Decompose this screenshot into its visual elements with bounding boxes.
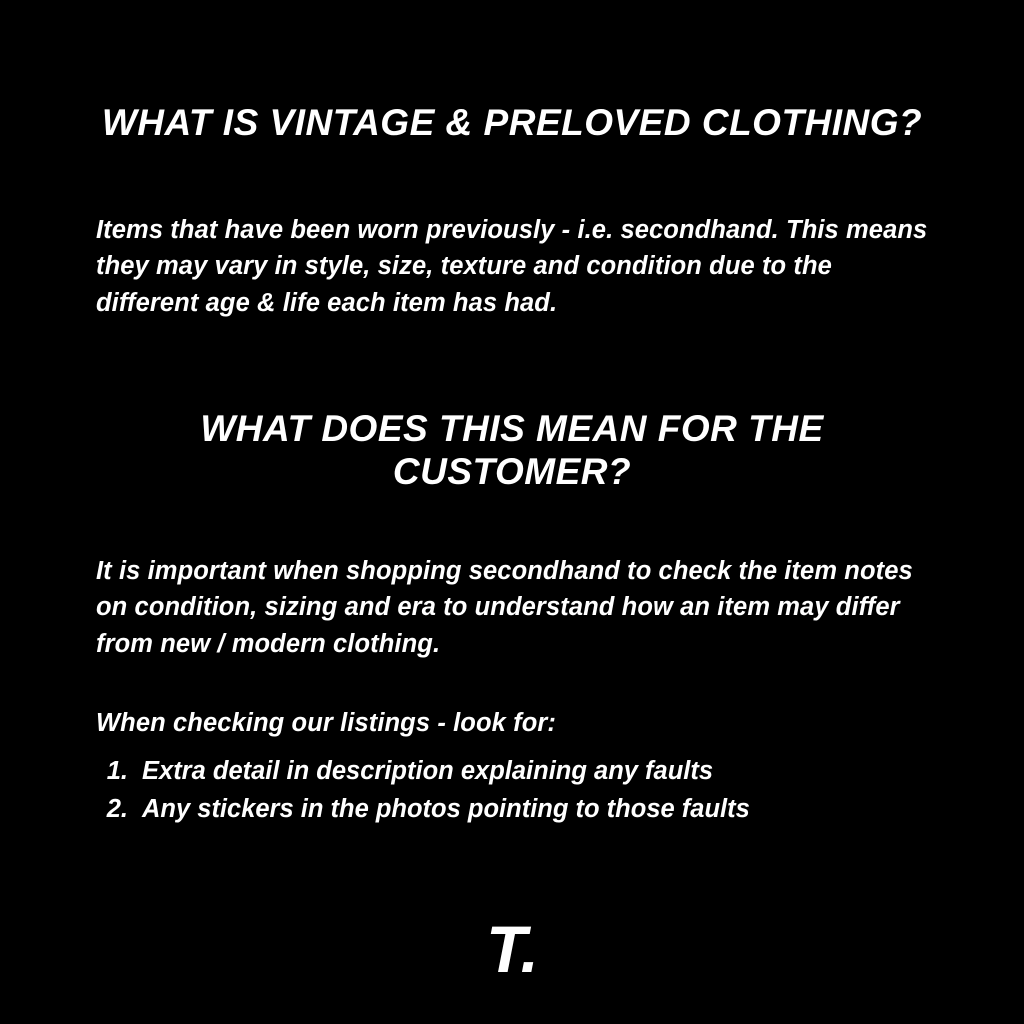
list-item	[96, 790, 936, 828]
logo-text: T.	[486, 912, 538, 986]
look-for-list	[96, 752, 936, 829]
intro-paragraph: Items that have been worn previously - i.e. secondhand. This means they may vary in style, size, texture and condition due to the different age & life each item has had.	[96, 215, 928, 318]
look-for-paragraph: When checking our listings - look for:	[96, 708, 556, 737]
list-item-label: Any stickers in the photos pointing to those faults	[142, 795, 750, 824]
page-title: WHAT IS VINTAGE & PRELOVED CLOTHING?	[101, 101, 923, 143]
list-item	[96, 752, 936, 790]
section-title-customer: WHAT DOES THIS MEAN FOR THE CUSTOMER?	[200, 407, 824, 493]
list-item-label: Extra detail in description explaining any faults	[142, 757, 714, 785]
customer-paragraph: It is important when shopping secondhand to check the item notes on condition, sizing and era to understand how an item may differ from new / modern clothing.	[96, 556, 913, 659]
brand-logo	[0, 912, 1024, 986]
list-item-number: 1.	[106, 757, 128, 785]
list-item-number: 2.	[106, 795, 128, 824]
